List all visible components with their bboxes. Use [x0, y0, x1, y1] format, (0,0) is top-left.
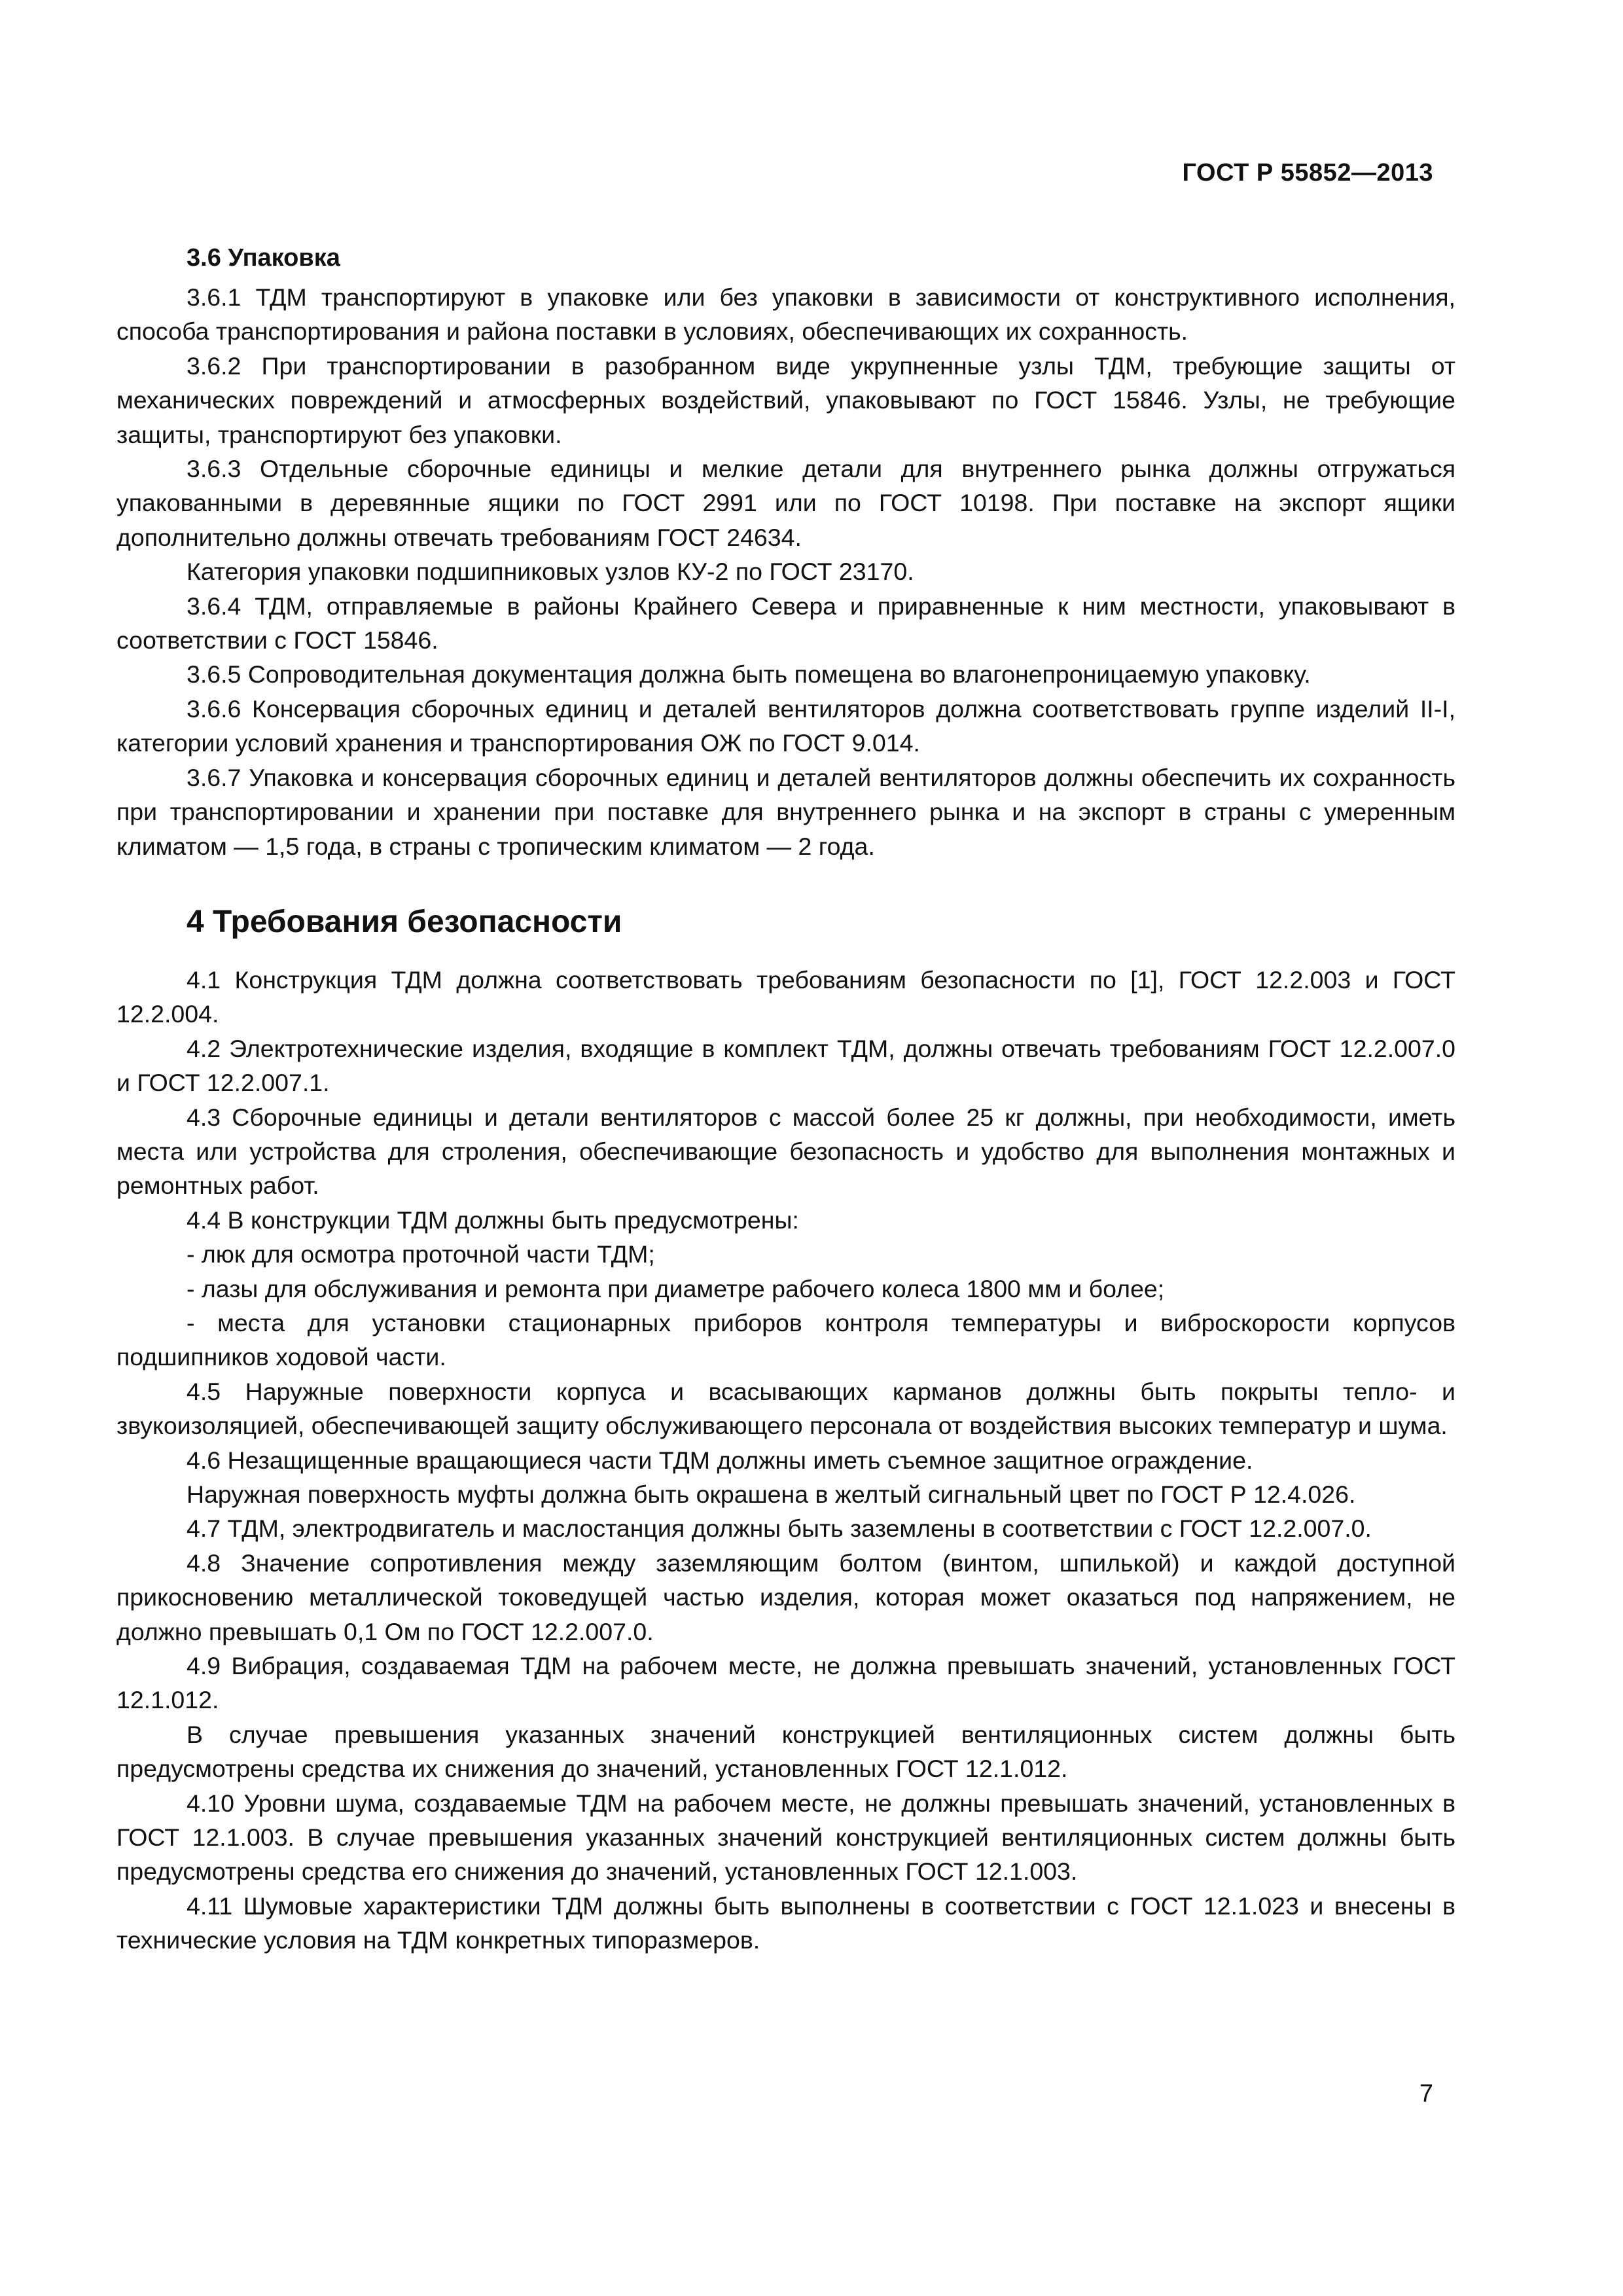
- list-item-inspection-hatch: - люк для осмотра проточной части ТДМ;: [187, 1240, 655, 1268]
- page-number: 7: [1419, 2080, 1433, 2108]
- paragraph-4-2: 4.2 Электротехнические изделия, входящие в комплект ТДМ, должны отвечать требованиям ГОСТ 12.2.007.0 и ГОСТ 12.2.007.1.: [116, 1034, 1455, 1097]
- list-item-maintenance-manholes: - лазы для обслуживания и ремонта при диаметре рабочего колеса 1800 мм и более;: [187, 1274, 1165, 1302]
- paragraph-4-6: 4.6 Незащищенные вращающиеся части ТДМ должны иметь съемное защитное ограждение.: [187, 1446, 1253, 1474]
- document-code-header: ГОСТ Р 55852—2013: [1182, 159, 1433, 187]
- paragraph-3-6-3: 3.6.3 Отдельные сборочные единицы и мелкие детали для внутреннего рынка должны отгружаться упакованными в деревянные ящики по ГОСТ 2991 или по ГОСТ 10198. При поставке на экспорт ящики дополнительно должны отвечать требованиям ГОСТ 24634.: [116, 455, 1455, 551]
- paragraph-4-5: 4.5 Наружные поверхности корпуса и всасывающих карманов должны быть покрыты тепло- и звукоизоляцией, обеспечивающей защиту обслуживающего персонала от воздействия высоких температур и шума.: [116, 1377, 1455, 1440]
- page-content: [116, 241, 1455, 1958]
- paragraph-3-6-2: 3.6.2 При транспортировании в разобранном виде укрупненные узлы ТДМ, требующие защиты от механических повреждений и атмосферных воздействий, упаковывают по ГОСТ 15846. Узлы, не требующие защиты, транспортируют без упаковки.: [116, 351, 1455, 448]
- paragraph-coupling-color: Наружная поверхность муфты должна быть окрашена в желтый сигнальный цвет по ГОСТ Р 12.4.026.: [187, 1480, 1356, 1508]
- paragraph-3-6-4: 3.6.4 ТДМ, отправляемые в районы Крайнего Севера и приравненные к ним местности, упаковывают в соответствии с ГОСТ 15846.: [116, 592, 1455, 655]
- paragraph-vibration-excess: В случае превышения указанных значений конструкцией вентиляционных систем должны быть предусмотрены средства их снижения до значений, установленных ГОСТ 12.1.012.: [116, 1720, 1455, 1783]
- paragraph-3-6-6: 3.6.6 Консервация сборочных единиц и деталей вентиляторов должна соответствовать группе изделий II-I, категории условий хранения и транспортирования ОЖ по ГОСТ 9.014.: [116, 694, 1455, 757]
- paragraph-3-6-7: 3.6.7 Упаковка и консервация сборочных единиц и деталей вентиляторов должны обеспечить их сохранность при транспортировании и хранении при поставке для внутреннего рынка и на экспорт в страны с умеренным климатом — 1,5 года, в страны с тропическим климатом — 2 года.: [116, 763, 1455, 860]
- paragraph-4-9: 4.9 Вибрация, создаваемая ТДМ на рабочем месте, не должна превышать значений, установленных ГОСТ 12.1.012.: [116, 1652, 1455, 1714]
- paragraph-4-8: 4.8 Значение сопротивления между заземляющим болтом (винтом, шпилькой) и каждой доступной прикосновению металлической токоведущей частью изделия, которая может оказаться под напряжением, не должно превышать 0,1 Ом по ГОСТ 12.2.007.0.: [116, 1549, 1455, 1645]
- paragraph-3-6-5: 3.6.5 Сопроводительная документация должна быть помещена во влагонепроницаемую упаковку.: [187, 660, 1311, 689]
- paragraph-4-7: 4.7 ТДМ, электродвигатель и маслостанция должны быть заземлены в соответствии с ГОСТ 12.2.007.0.: [187, 1515, 1372, 1543]
- paragraph-packaging-category: Категория упаковки подшипниковых узлов КУ-2 по ГОСТ 23170.: [187, 558, 914, 586]
- paragraph-4-3: 4.3 Сборочные единицы и детали вентиляторов с массой более 25 кг должны, при необходимости, иметь места или устройства для строления, обеспечивающие безопасность и удобство для выполнения монтажных и ремонтных работ.: [116, 1103, 1455, 1200]
- paragraph-4-1: 4.1 Конструкция ТДМ должна соответствовать требованиям безопасности по [1], ГОСТ 12.2.003 и ГОСТ 12.2.004.: [116, 965, 1455, 1028]
- paragraph-4-4: 4.4 В конструкции ТДМ должны быть предусмотрены:: [187, 1206, 799, 1234]
- paragraph-4-10: 4.10 Уровни шума, создаваемые ТДМ на рабочем месте, не должны превышать значений, установленных в ГОСТ 12.1.003. В случае превышения указанных значений конструкцией вентиляционных систем должны быть предусмотрены средства его снижения до значений, установленных ГОСТ 12.1.003.: [116, 1789, 1455, 1886]
- section-title-4: 4 Требования безопасности: [187, 904, 622, 939]
- paragraph-3-6-1: 3.6.1 ТДМ транспортируют в упаковке или без упаковки в зависимости от конструктивного исполнения, способа транспортирования и района поставки в условиях, обеспечивающих их сохранность.: [116, 283, 1455, 346]
- subsection-title-3-6: 3.6 Упаковка: [187, 244, 340, 272]
- paragraph-4-11: 4.11 Шумовые характеристики ТДМ должны быть выполнены в соответствии с ГОСТ 12.1.023 и внесены в технические условия на ТДМ конкретных типоразмеров.: [116, 1892, 1455, 1954]
- list-item-instrument-mounts: - места для установки стационарных приборов контроля температуры и виброскорости корпусов подшипников ходовой части.: [116, 1308, 1455, 1371]
